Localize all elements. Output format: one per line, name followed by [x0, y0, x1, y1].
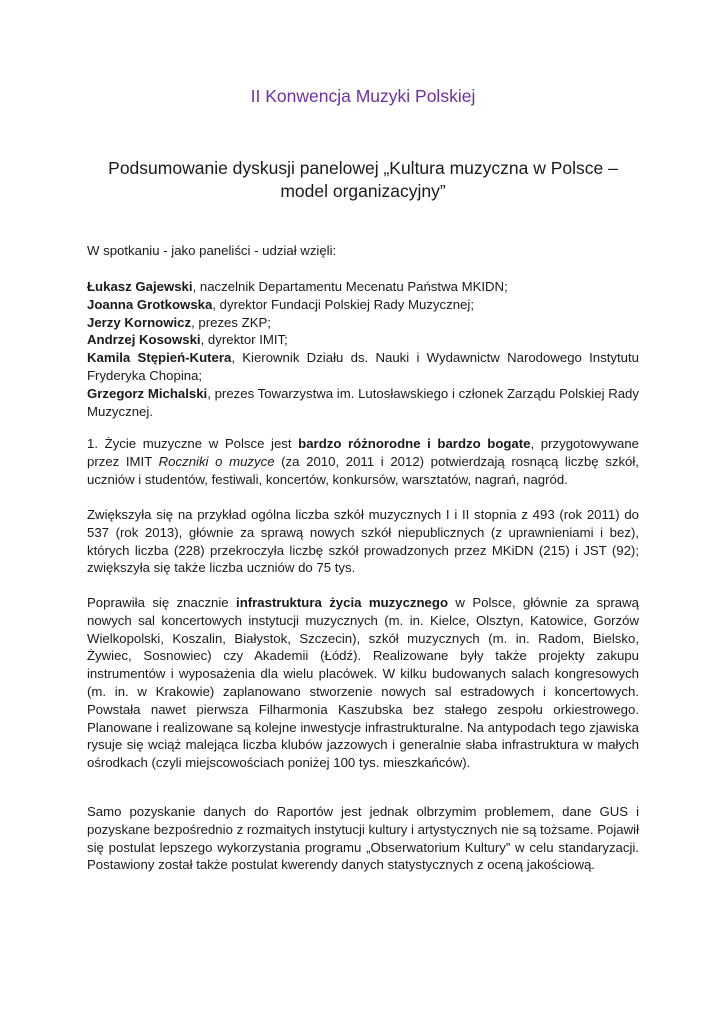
panelist-role: , dyrektor IMIT; — [200, 332, 288, 348]
paragraph-schools: Zwiększyła się na przykład ogólna liczba szkół muzycznych I i II stopnia z 493 (rok 2011) do 537 (rok 2013), głównie za sprawą nowych szkół niepublicznych (z uprawnieniami i bez), których liczba (228) przekroczyła liczbę szkół prowadzonych przez MKiDN (215) i JST (92); zwiększyła się także liczba uczniów do 75 tys. — [87, 507, 639, 576]
panelist-item — [87, 385, 639, 421]
paragraph-text: Poprawiła się znacznie — [87, 595, 237, 610]
panelist-item — [87, 349, 639, 385]
intro-text: W spotkaniu - jako paneliści - udział wzięli: — [87, 243, 337, 258]
paragraph-text: w Polsce, głównie za sprawą nowych sal koncertowych instytucji muzycznych (m. in. Kielce, Olsztyn, Katowice, Gorzów Wielkopolski, Koszalin, Białystok, Szczecin), szkół muzycznych (m. in. Radom, Bielsko, Żywiec, Sosnowiec) czy Akademii (Łódź). Realizowane były także projekty zakupu instrumentów i wyposażenia dla wielu placówek. W kilku budowanych salach kongresowych (m. in. w Krakowie) zaplanowano stworzenie nowych sal estradowych i koncertowych. Powstała nawet pierwsza Filharmonia Kaszubska bez stałego zespołu orkiestrowego. Planowane i realizowane są kolejne inwestycje infrastrukturalne. Na antypodach tego zjawiska rysuje się wciąż malejąca liczba klubów jazzowych i generalnie słaba infrastruktura w małych ośrodkach (czyli miejscowościach poniżej 100 tys. mieszkańców). — [87, 595, 639, 771]
paragraph-text: , przygotowywane przez IMIT — [87, 436, 639, 469]
panelist-name: Andrzej Kosowski — [87, 332, 201, 348]
panelist-role: , naczelnik Departamentu Mecenatu Państwa MKIDN; — [192, 279, 508, 294]
paragraph-music-life — [87, 435, 639, 488]
panelist-item — [87, 331, 639, 349]
paragraph-emphasis: bardzo różnorodne i bardzo bogate — [298, 436, 531, 451]
paragraph-infrastructure — [87, 594, 639, 772]
paragraph-data-reports: Samo pozyskanie danych do Raportów jest jednak olbrzymim problemem, dane GUS i pozyskane bezpośrednio z rozmaitych instytucji kultury i artystycznych nie są tożsame. Pojawił się postulat lepszego wykorzystania programu „Obserwatorium Kultury” w celu standaryzacji. Postawiony został także postulat kwerendy danych statystycznych z oceną jakościową. — [87, 804, 639, 873]
panelist-name: Joanna Grotkowska — [87, 296, 213, 312]
paragraph-text: (za 2010, 2011 i 2012) potwierdzają rosnącą liczbę szkół, uczniów i studentów, festiwali, koncertów, konkursów, warsztatów, nagrań, nagród. — [87, 453, 639, 487]
panelist-item — [87, 278, 639, 296]
panelist-name: Jerzy Kornowicz — [87, 314, 192, 330]
panelist-item — [87, 296, 639, 314]
panelists-list — [87, 278, 639, 420]
panelist-name: Łukasz Gajewski — [87, 279, 193, 294]
panelist-role: , Kierownik Działu ds. Nauki i Wydawnictw Narodowego Instytutu Fryderyka Chopina; — [87, 350, 639, 383]
panelist-role: , dyrektor Fundacji Polskiej Rady Muzycznej; — [212, 296, 474, 312]
publication-title: Roczniki o muzyce — [158, 453, 275, 469]
panel-title: Podsumowanie dyskusji panelowej „Kultura muzyczna w Polsce – model organizacyjny” — [108, 158, 618, 201]
conference-title: II Konwencja Muzyki Polskiej — [250, 86, 476, 106]
paragraph-emphasis: infrastruktura życia muzycznego — [236, 595, 449, 610]
paragraph-text: 1. Życie muzyczne w Polsce jest — [87, 436, 299, 451]
panelist-item — [87, 314, 639, 332]
panelist-name: Grzegorz Michalski — [87, 385, 208, 401]
panelist-role: , prezes ZKP; — [191, 314, 271, 330]
panelist-name: Kamila Stępień-Kutera — [87, 350, 232, 366]
panelist-role: , prezes Towarzystwa im. Lutosławskiego i członek Zarządu Polskiej Rady Muzycznej. — [87, 385, 639, 419]
